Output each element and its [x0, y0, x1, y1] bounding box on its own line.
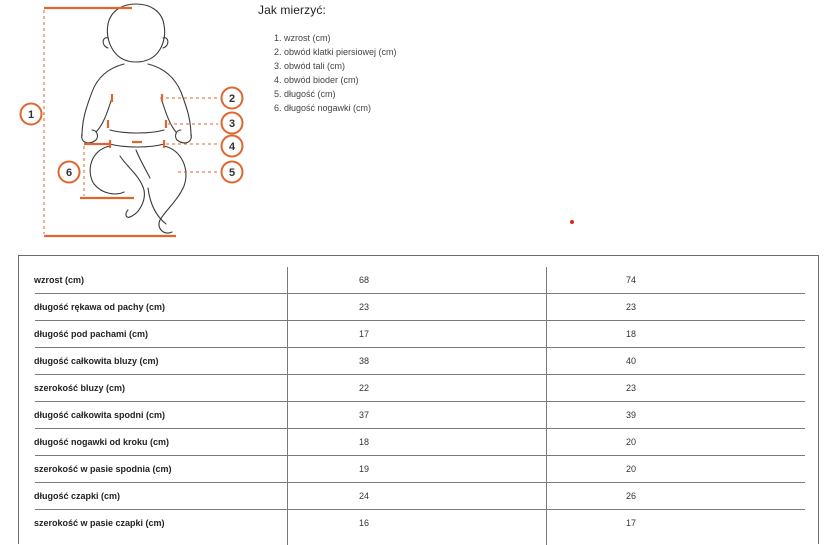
- row-value-size-1: 22: [358, 383, 369, 393]
- row-label: długość całkowita bluzy (cm): [34, 356, 159, 366]
- baby-hand-left: [82, 130, 98, 143]
- table-row: [19, 267, 818, 294]
- baby-body: [82, 64, 124, 136]
- svg-text:6: 6: [65, 167, 73, 179]
- row-label: długość nogawki od kroku (cm): [34, 437, 170, 447]
- row-value-size-1: 38: [358, 356, 369, 366]
- baby-ear-left: [103, 38, 108, 48]
- row-value-size-1: 37: [358, 410, 369, 420]
- svg-text:2: 2: [228, 93, 236, 105]
- table-row: [19, 348, 818, 375]
- row-value-size-2: 23: [625, 383, 636, 393]
- size-table: [18, 255, 819, 544]
- marker-2: [222, 88, 243, 109]
- row-value-size-1: 19: [358, 464, 369, 474]
- marker-5: [222, 162, 243, 183]
- instruction-item: 4. obwód bioder (cm): [274, 75, 359, 85]
- red-dot-marker: [570, 220, 574, 224]
- row-label: długość czapki (cm): [34, 491, 121, 501]
- row-label: szerokość w pasie czapki (cm): [34, 518, 165, 528]
- row-value-size-2: 74: [625, 275, 636, 285]
- table-row: [19, 294, 818, 321]
- marker-6: [59, 162, 80, 183]
- instruction-item: 2. obwód klatki piersiowej (cm): [274, 47, 397, 57]
- row-value-size-1: 17: [358, 329, 369, 339]
- baby-head: [107, 4, 164, 62]
- marker-3: [222, 113, 243, 134]
- measurement-diagram: [0, 0, 260, 248]
- row-value-size-2: 20: [625, 437, 636, 447]
- instructions-title: Jak mierzyć:: [258, 3, 326, 17]
- row-value-size-1: 18: [358, 437, 369, 447]
- table-row: [19, 402, 818, 429]
- svg-text:4: 4: [228, 141, 236, 153]
- table-row: [19, 483, 818, 510]
- svg-text:1: 1: [27, 109, 35, 121]
- row-label: szerokość w pasie spodnia (cm): [34, 464, 172, 474]
- row-label: szerokość bluzy (cm): [34, 383, 126, 393]
- instruction-item: 3. obwód tali (cm): [274, 61, 346, 71]
- marker-1: [21, 104, 42, 125]
- measuring-instructions: [258, 3, 397, 115]
- svg-text:3: 3: [228, 118, 236, 130]
- instruction-item: 6. długość nogawki (cm): [274, 103, 372, 113]
- table-row: [19, 429, 818, 456]
- row-label: długość całkowita spodni (cm): [34, 410, 166, 420]
- row-value-size-1: 68: [358, 275, 369, 285]
- row-value-size-2: 40: [625, 356, 636, 366]
- table-row: [19, 375, 818, 402]
- baby-hand-right: [176, 130, 192, 143]
- row-value-size-2: 18: [625, 329, 636, 339]
- baby-leg-left: [90, 146, 124, 194]
- row-label: długość pod pachami (cm): [34, 329, 149, 339]
- row-value-size-1: 16: [358, 518, 369, 528]
- row-value-size-1: 23: [358, 302, 369, 312]
- row-label: wzrost (cm): [34, 275, 85, 285]
- row-value-size-2: 23: [625, 302, 636, 312]
- row-value-size-2: 39: [625, 410, 636, 420]
- row-label: długość rękawa od pachy (cm): [34, 302, 166, 312]
- instruction-item: 5. długość (cm): [274, 89, 336, 99]
- table-row: [19, 456, 818, 483]
- instruction-item: 1. wzrost (cm): [274, 33, 331, 43]
- marker-4: [222, 136, 243, 157]
- row-value-size-1: 24: [358, 491, 369, 501]
- table-row: [19, 510, 818, 537]
- row-value-size-2: 26: [625, 491, 636, 501]
- row-value-size-2: 17: [625, 518, 636, 528]
- baby-leg-right: [159, 146, 186, 233]
- row-value-size-2: 20: [625, 464, 636, 474]
- svg-text:5: 5: [228, 167, 236, 179]
- table-row: [19, 321, 818, 348]
